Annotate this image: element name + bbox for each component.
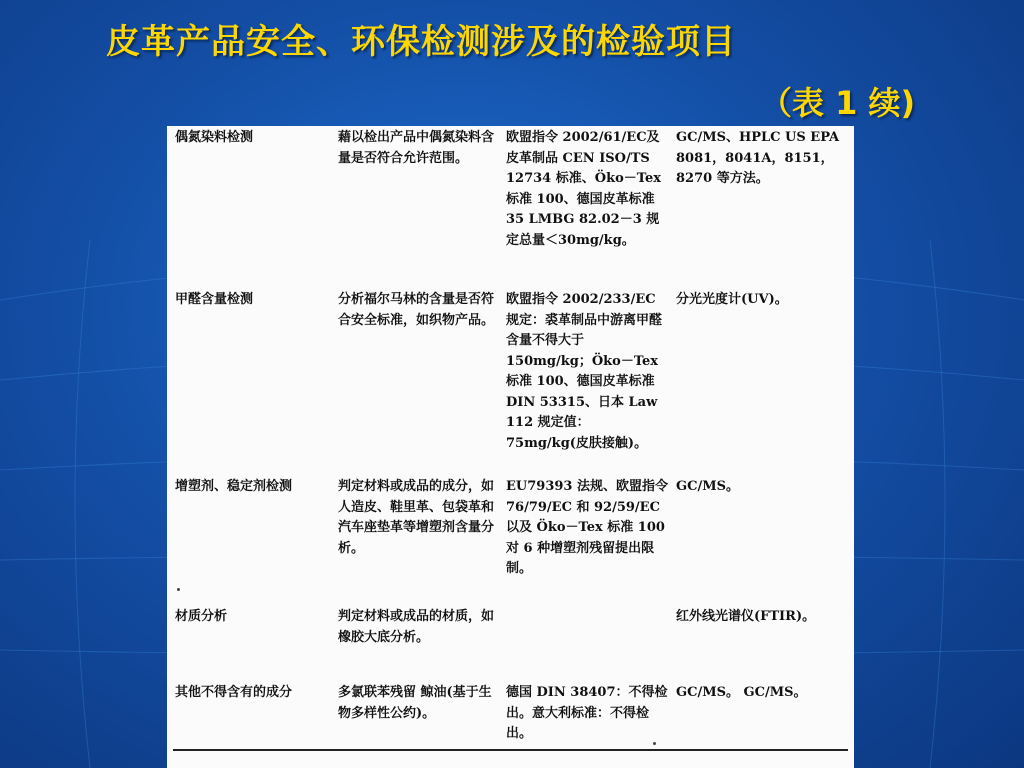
scan-speck [177,588,180,591]
scanned-table-image [167,126,854,768]
inspection-items-table [167,126,854,745]
purpose-cell: 分析福尔马林的含量是否符合安全标准，如织物产品。 [338,292,495,328]
slide-subtitle: （表 1 续) [760,84,916,122]
method-cell: GC/MS。 GC/MS。 [676,685,807,700]
slide-title: 皮革产品安全、环保检测涉及的检验项目 [106,22,736,62]
standard-cell [502,605,672,681]
item-cell: 材质分析 [175,609,228,624]
item-cell: 甲醛含量检测 [175,292,254,307]
table-bottom-rule [173,749,848,751]
standard-cell: EU79393 法规、欧盟指令 76/79/EC 和 92/59/EC 以及 Öko－Tex 标准 100 对 6 种增塑剂残留提出限制。 [506,479,668,576]
method-cell: GC/MS。 [676,479,739,494]
item-cell: 增塑剂、稳定剂检测 [175,479,293,494]
table-row [167,288,854,475]
standard-cell: 欧盟指令 2002/233/EC 规定：裘革制品中游离甲醛含量不得大于 150mg/kg；Öko－Tex 标准 100、德国皮革标准 DIN 53315、日本 Law 112 规定值：75mg/kg(皮肤接触)。 [506,292,663,451]
purpose-cell: 藉以检出产品中偶氮染料含量是否符合允许范围。 [338,130,495,166]
standard-cell: 欧盟指令 2002/61/EC及皮革制品 CEN ISO/TS 12734 标准、Öko－Tex 标准 100、德国皮革标准 35 LMBG 82.02－3 规定总量＜30mg/kg。 [506,130,661,248]
table-row [167,681,854,745]
scan-speck [653,742,656,745]
method-cell: 分光光度计(UV)。 [676,292,788,307]
purpose-cell: 判定材料或成品的成分，如人造皮、鞋里革、包袋革和汽车座垫革等增塑剂含量分析。 [338,479,495,556]
item-cell: 偶氮染料检测 [175,130,254,145]
method-cell: GC/MS、HPLC US EPA 8081，8041A，8151，8270 等方法。 [676,130,840,186]
purpose-cell: 多氯联苯残留 鲸油(基于生物多样性公约)。 [338,685,492,721]
table-row [167,475,854,605]
table-row [167,605,854,681]
item-cell: 其他不得含有的成分 [175,685,293,700]
purpose-cell: 判定材料或成品的材质，如橡胶大底分析。 [338,609,495,645]
method-cell: 红外线光谱仪(FTIR)。 [676,609,816,624]
table-row [167,126,854,288]
standard-cell: 德国 DIN 38407：不得检出。意大利标准：不得检出。 [506,685,668,741]
